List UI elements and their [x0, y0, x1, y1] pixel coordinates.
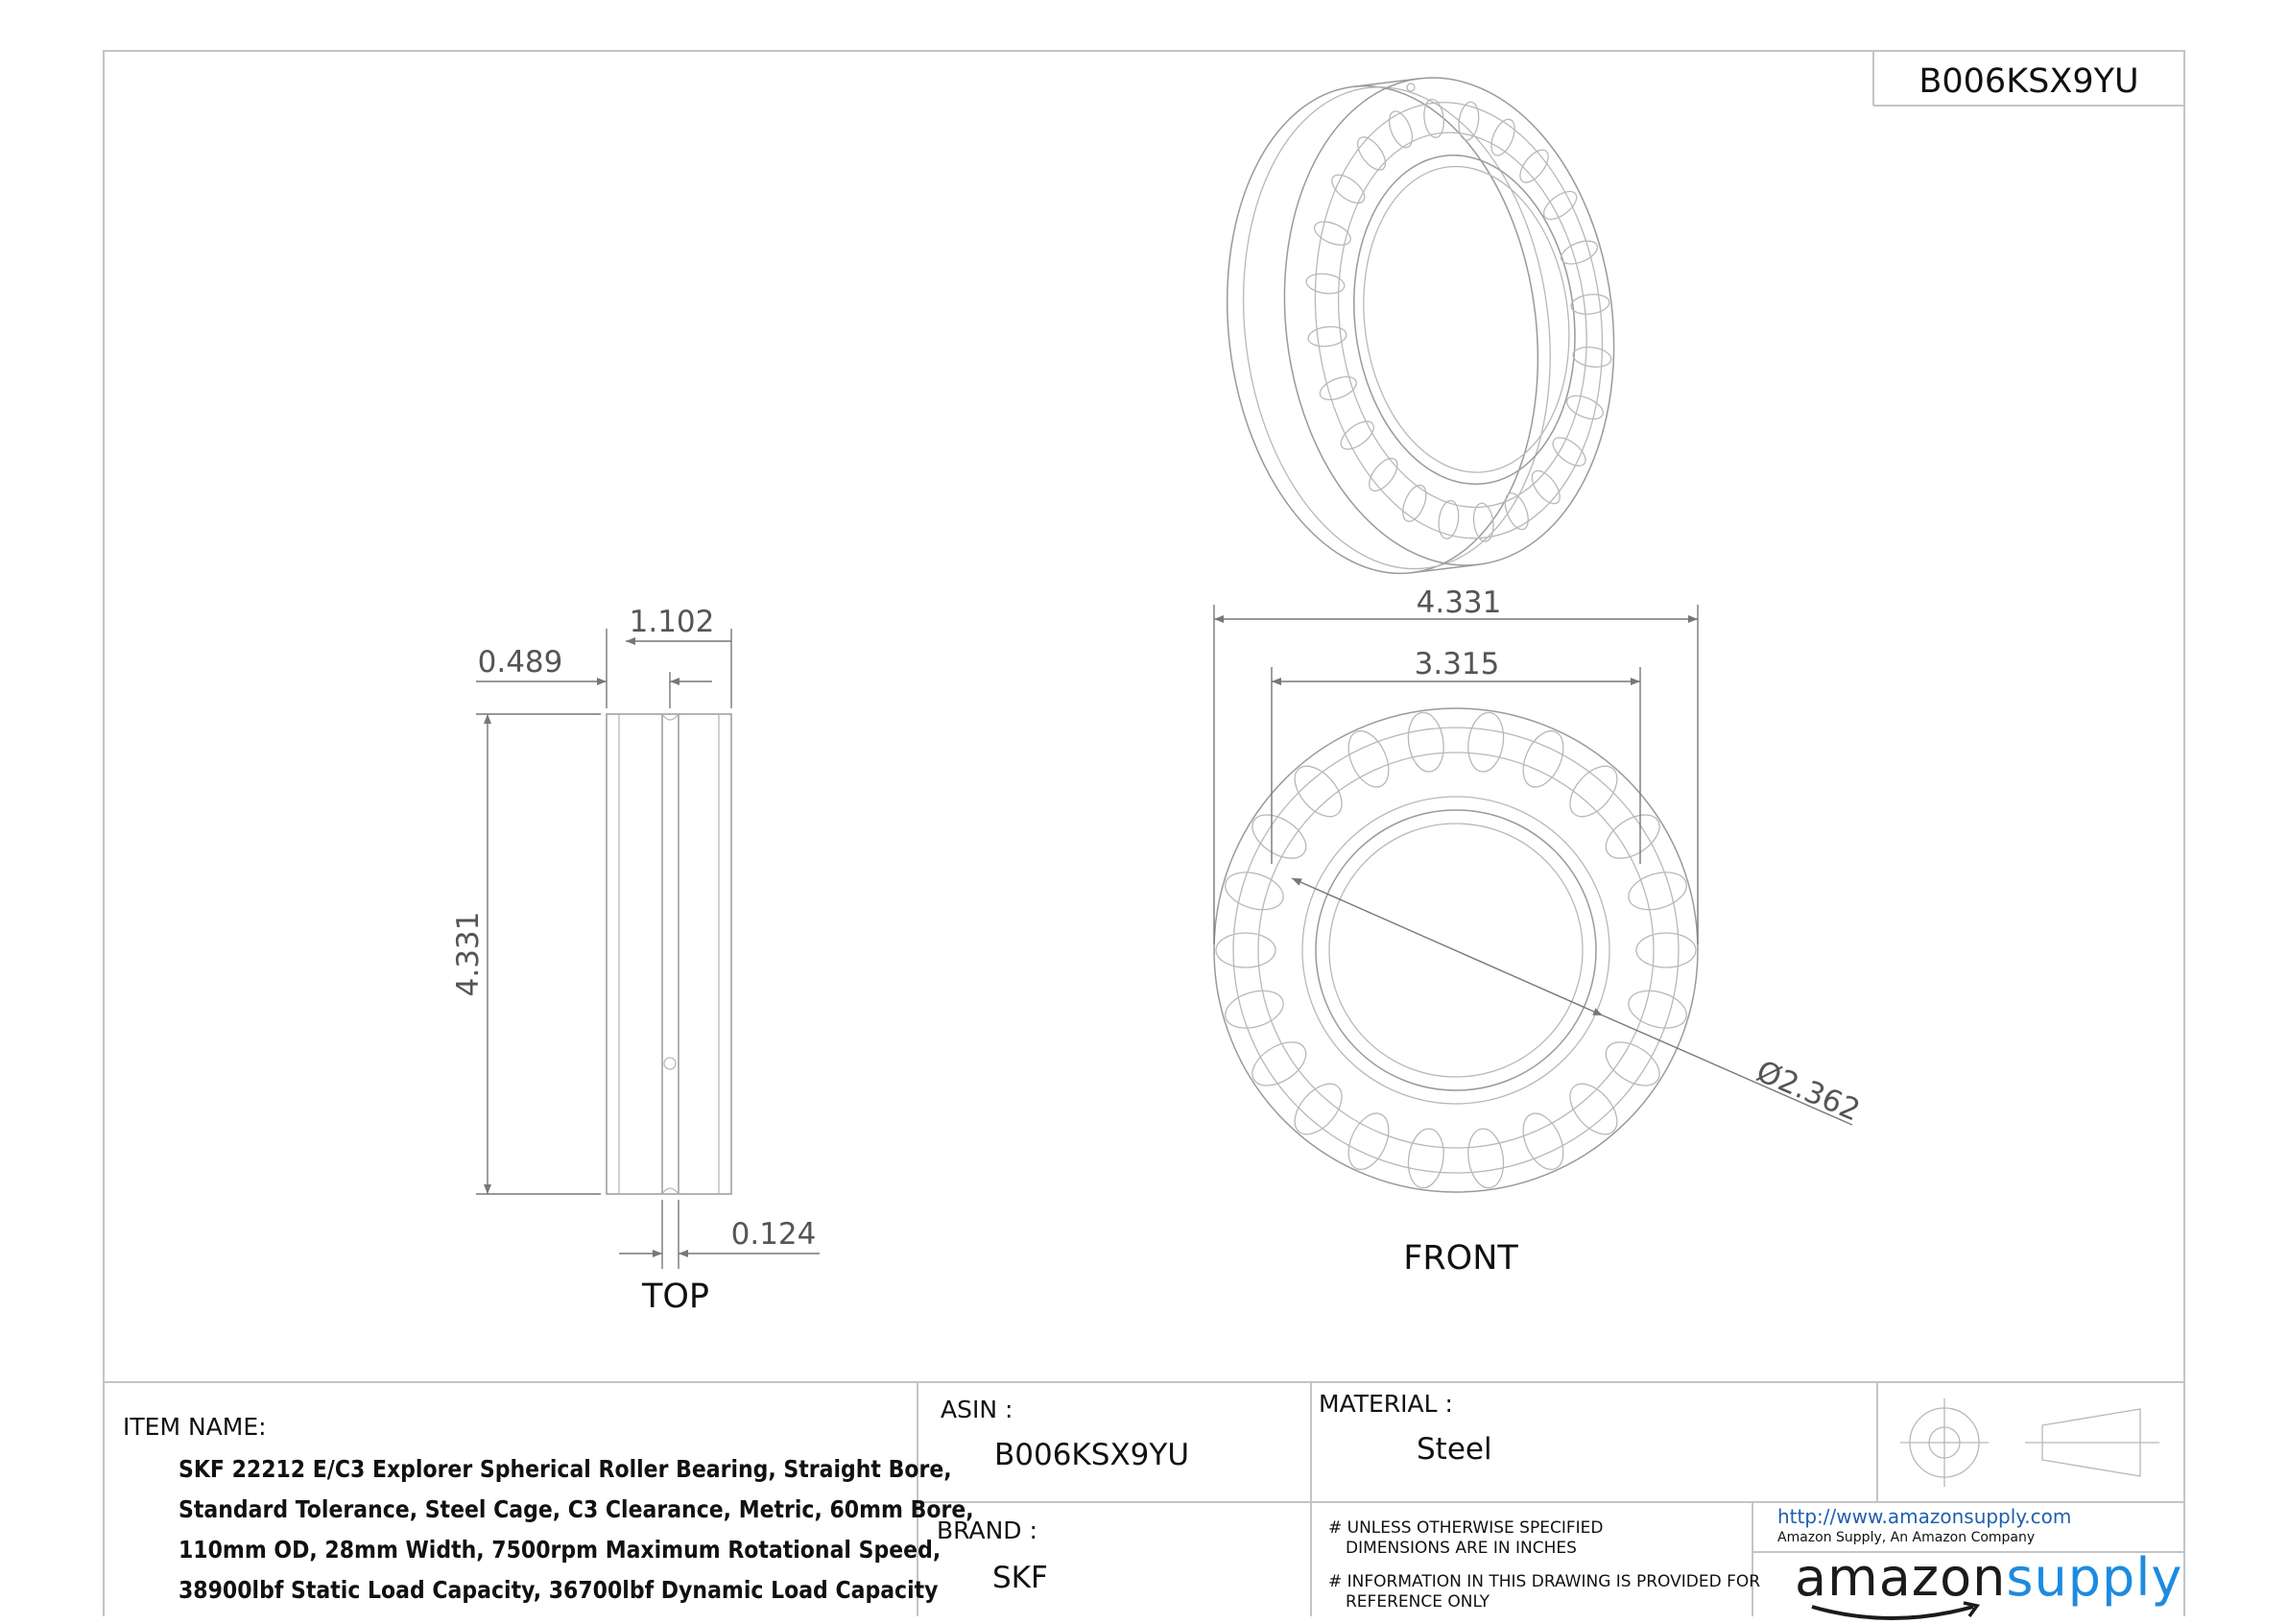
amazon-supply-logo	[1795, 1547, 2182, 1608]
dim-top-height: 4.331	[451, 911, 486, 997]
roller	[1515, 725, 1571, 793]
roller	[1286, 757, 1351, 824]
roller	[1563, 391, 1607, 423]
roller	[1527, 466, 1565, 509]
roller	[1624, 985, 1691, 1035]
dim-front-outer: 4.331	[1416, 585, 1502, 620]
roller	[1465, 1127, 1507, 1191]
material-label: MATERIAL :	[1319, 1390, 1453, 1418]
logo-amazon-text: amazon	[1795, 1547, 2007, 1608]
roller	[1422, 98, 1446, 138]
item-name-line: 38900lbf Static Load Capacity, 36700lbf Dynamic Load Capacity	[179, 1576, 939, 1604]
roller	[1221, 985, 1288, 1035]
top-view-dimensions	[476, 629, 820, 1269]
note-units	[1328, 1518, 1603, 1559]
item-name-line: 110mm OD, 28mm Width, 7500rpm Maximum Rotational Speed,	[179, 1536, 941, 1564]
material-value: Steel	[1417, 1432, 1492, 1467]
note-reference	[1328, 1572, 1760, 1612]
brand-label: BRAND :	[937, 1517, 1037, 1544]
dim-top-offset: 0.489	[477, 645, 563, 680]
roller	[1364, 454, 1402, 496]
front-view-label: FRONT	[1403, 1239, 1518, 1278]
top-view	[607, 714, 731, 1194]
roller	[1286, 1075, 1351, 1142]
roller	[1398, 482, 1431, 525]
part-number: B006KSX9YU	[1919, 62, 2139, 101]
roller	[1572, 345, 1612, 369]
roller	[1465, 710, 1507, 775]
asin-value: B006KSX9YU	[994, 1438, 1190, 1472]
amazon-smile-icon	[1804, 1601, 1987, 1624]
brand-value: SKF	[992, 1561, 1048, 1595]
roller	[1539, 186, 1582, 225]
item-name-description	[179, 1449, 974, 1611]
item-name-line: Standard Tolerance, Steel Cage, C3 Clearance, Metric, 60mm Bore,	[179, 1495, 974, 1523]
roller	[1216, 933, 1275, 967]
roller	[1548, 432, 1590, 470]
logo-supply-text: supply	[2006, 1547, 2183, 1608]
item-name-label: ITEM NAME:	[123, 1413, 267, 1441]
dim-front-mid: 3.315	[1414, 647, 1500, 681]
note-reference-line: # INFORMATION IN THIS DRAWING IS PROVIDED FOR	[1328, 1572, 1761, 1591]
note-units-line: # UNLESS OTHERWISE SPECIFIED	[1328, 1518, 1604, 1538]
roller	[1570, 293, 1610, 317]
note-units-line: DIMENSIONS ARE IN INCHES	[1346, 1539, 1577, 1558]
roller	[1437, 499, 1461, 539]
front-view-dimensions	[1214, 605, 1852, 1125]
asin-label: ASIN :	[941, 1396, 1013, 1423]
supplier-company: Amazon Supply, An Amazon Company	[1777, 1530, 2036, 1545]
roller	[1221, 866, 1288, 916]
roller	[1515, 1108, 1571, 1176]
roller	[1561, 1075, 1626, 1142]
projection-symbol	[1900, 1398, 2159, 1487]
roller	[1624, 866, 1691, 916]
roller	[1336, 417, 1378, 455]
roller	[1636, 933, 1696, 967]
roller	[1514, 145, 1553, 187]
roller	[1487, 116, 1519, 159]
roller	[1327, 170, 1370, 208]
dim-front-bore: Ø2.362	[1751, 1054, 1866, 1129]
roller	[1341, 725, 1396, 793]
roller	[1405, 710, 1447, 775]
roller	[1352, 132, 1391, 175]
dim-top-groove: 0.124	[730, 1217, 817, 1252]
roller	[1341, 1108, 1396, 1176]
item-name-line: SKF 22212 E/C3 Explorer Spherical Roller Bearing, Straight Bore,	[179, 1455, 952, 1483]
roller	[1561, 757, 1626, 824]
supplier-url-link[interactable]: http://www.amazonsupply.com	[1777, 1505, 2072, 1528]
roller	[1385, 108, 1418, 152]
roller	[1317, 372, 1360, 405]
note-reference-line: REFERENCE ONLY	[1346, 1592, 1490, 1612]
roller	[1405, 1127, 1447, 1191]
dim-top-width: 1.102	[629, 605, 715, 639]
top-view-label: TOP	[641, 1278, 710, 1316]
isometric-view	[1201, 59, 1641, 591]
